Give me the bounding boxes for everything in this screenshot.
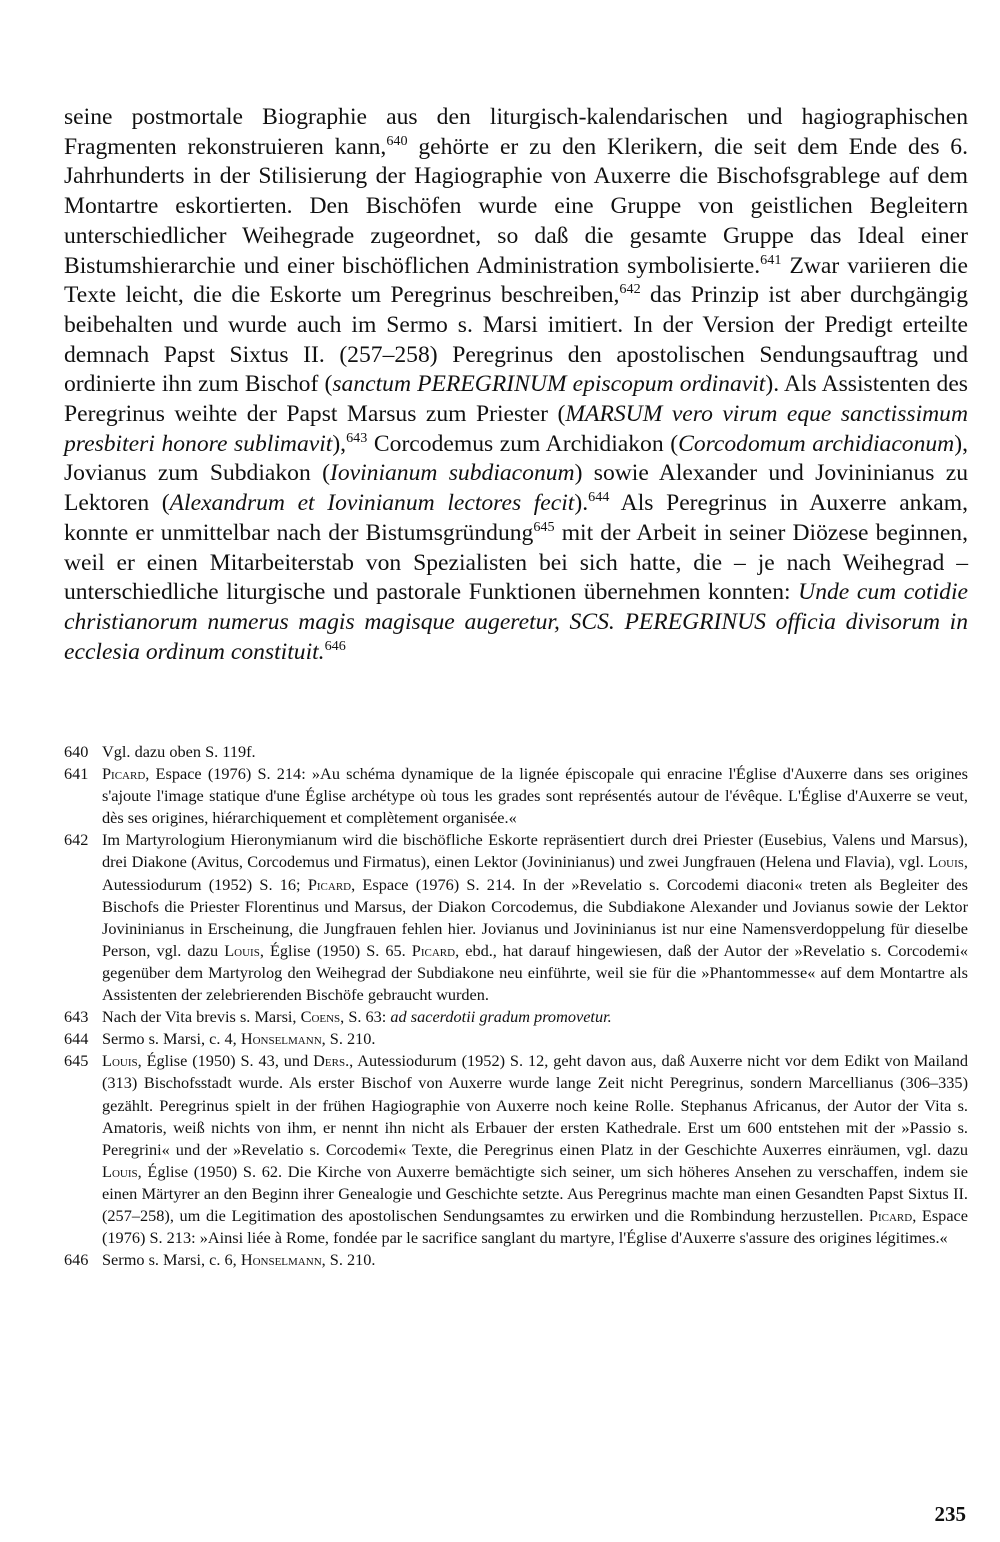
italic-quote: MARSUM vero virum eque sanctissimum presbiteri honore sublimavit [64,401,969,457]
author-name: Ders [313,1051,346,1071]
footnote [64,741,968,763]
text-run: , Autessiodurum (1952) S. 16; [102,852,968,894]
text-run: , Espace (1976) S. 213: »Ainsi liée à Rome, fondée par le sacrifice sanglant du martyre, l'Église d'Auxerre s'assure des origines légitimes.« [102,1205,968,1248]
footnote-reference: 645 [533,518,555,535]
footnote [64,1028,968,1050]
text-run: ). Als Assistenten des Peregrinus weihte der Papst Marsus zum Priester ( [64,371,968,428]
footnote-reference: 643 [346,429,368,446]
text-run: , Espace (1976) S. 214. In der »Revelatio s. Corcodemi diaconi« treten als Begleiter des Bischofs die Priester Florentinus und Marsus, der Diakon Corcodemus, die Subdiakone Alexander und Jovianus sowie der Lektor Jovininianus in Erscheinung, die Jungfrauen fehlen hier. Jovianus und Jovininianus ist nur eine Namensverdoppelung für dieselbe Person, vgl. dazu [102,874,968,960]
text-run: Zwar variieren die Texte leicht, die die Eskorte um Peregrinus beschreiben, [64,252,968,309]
author-name: Louis [102,1051,138,1071]
footnote [64,829,968,1006]
author-name: Honselmann [240,1029,322,1049]
footnote [64,1050,968,1249]
author-name: Louis [102,1161,138,1181]
footnote-number: 642 [64,830,89,850]
text-run: Sermo s. Marsi, c. 6, [102,1250,241,1270]
footnote-number: 646 [64,1250,89,1270]
footnote [64,1006,968,1028]
footnote-reference: 642 [619,281,641,298]
footnote [64,1249,968,1271]
text-run: mit der Arbeit in seiner Diözese beginnen, weil er einen Mitarbeiterstab von Spezialisten bei sich hatte, die – je nach Weihegrad – unterschiedliche liturgische und pastorale Funktionen übernehmen konnten: [64,519,968,606]
author-name: Louis [928,852,964,872]
footnote-reference: 644 [588,489,610,506]
footnote-number: 641 [64,764,89,784]
main-text [64,103,968,667]
footnote-reference: 646 [324,637,346,654]
footnote-number: 643 [64,1007,89,1027]
author-name: Picard [307,874,352,894]
page-number: 235 [934,1502,966,1526]
text-run: Im Martyrologium Hieronymianum wird die bischöfliche Eskorte repräsentiert durch drei Priester (Eusebius, Valens und Marsus), drei Diakone (Avitus, Corcodemus und Firmatus), einen Lektor (Jovininianus) und zwei Jungfrauen (Helena und Flavia), vgl. [102,830,968,872]
author-name: Coens [300,1007,341,1027]
author-name: Picard [102,764,146,784]
text-run: Sermo s. Marsi, c. 4, [102,1029,241,1049]
text-run: ) sowie Alexander und Jovininianus zu Lektoren ( [64,460,969,517]
italic-quote: Alexandrum et Iovinianum lectores fecit [169,490,575,517]
text-run: Corcodemus zum Archidiakon ( [367,430,679,457]
text-run: Nach der Vita brevis s. Marsi, [102,1007,301,1027]
text-run: , ebd., hat darauf hingewiesen, daß der Autor der »Revelatio s. Corcodemi« gegenüber dem Martyrolog den Weihegrad der Subdiakone neu einführte, weil sie für die »Phantommesse« auf dem Montartre als Assistenten der zelebrierenden Bischöfe gebraucht wurden. [102,940,969,1005]
text-run: das Prinzip ist aber durchgängig beibehalten und wurde auch im Sermo s. Marsi imitiert. In der Version der Predigt erteilte demnach Papst Sixtus II. (257–258) Peregrinus den apostolischen Sendungsauftrag und ordinierte ihn zum Bischof ( [64,282,968,398]
footnote-reference: 640 [386,132,408,149]
text-run: , Église (1950) S. 62. Die Kirche von Auxerre bemächtigte sich seiner, um sich höheres Ansehen zu verschaffen, indem sie einen Märtyrer an den Beginn ihrer Genealogie und Geschichte setzte. Aus Peregrinus machte man einen Gesandten Papst Sixtus II. (257–258), um die Legitimation des apostolischen Sendungsamtes zu erwirken und die Rombindung herzustellen. [102,1161,968,1225]
footnote-number: 640 [64,742,89,761]
text-run: gehörte er zu den Klerikern, die seit dem Ende des 6. Jahrhunderts in der Stilisierung der Hagiographie von Auxerre die Bischofsgrablege auf dem Montartre eskortierten. Den Bischöfen wurde eine Gruppe von geistlichen Begleitern unterschiedlicher Weihegrade zugeordnet, so daß die gesamte Gruppe das Ideal einer Bistumshierarchie und einer bischöflichen Administration symbolisierte. [64,133,968,279]
footnotes [64,741,968,1271]
main-paragraph [64,103,968,667]
footnote-reference: 641 [760,251,782,268]
author-name: Picard [411,940,456,960]
text-run: , S. 63: [340,1007,391,1027]
italic-quote: Iovinianum subdiaconum [329,460,575,487]
text-run: ), [332,430,347,457]
footnote-number: 645 [64,1051,89,1071]
footnote-number: 644 [64,1029,89,1049]
author-name: Honselmann [240,1250,322,1270]
text-run: , Église (1950) S. 43, und [137,1051,314,1071]
italic-quote: ad sacerdotii gradum promovetur. [390,1007,612,1027]
italic-quote: sanctum PEREGRINUM episcopum ordinavit [332,371,766,398]
text-run: ., Autessiodurum (1952) S. 12, geht davon aus, daß Auxerre nicht vor dem Edikt von Mailand (313) Bischofsstadt wurde. Als erster Bischof von Auxerre wurde lange Zeit nicht Peregrinus, sondern Marcellianus (306–335) gezählt. Peregrinus spielt in der frühen Hagiographie von Auxerre noch keine Rolle. Stephanus Africanus, der Autor der Vita s. Amatoris, weiß nichts von ihm, er nennt ihn nicht als Erbauer der ersten Kathedrale. Erst um 600 entstehen mit der »Passio s. Peregrini« und der »Revelatio s. Corcodemi« Texte, die Peregrinus einen Platz in der Geschichte Auxerres einräumen, vgl. dazu [102,1051,969,1159]
author-name: Picard [868,1205,913,1225]
text-run: ). [574,490,589,517]
footnote [64,763,968,829]
text-run: , Espace (1976) S. 214: »Au schéma dynamique de la lignée épiscopale qui enracine l'Église d'Auxerre dans ses origines s'ajoute l'image statique d'une Église archétype où tous les grades sont représentés autour de l'évêque. L'Église d'Auxerre se veut, dès ses origines, hiérarchiquement et complètement organisée.« [102,764,968,828]
author-name: Louis [224,940,260,960]
text-run: , S. 210. [321,1029,376,1049]
text-run: ), Jovianus zum Subdiakon ( [64,430,968,487]
italic-quote: Corcodomum archidiaconum [678,430,955,457]
text-run: Vgl. dazu oben S. 119f. [102,742,256,761]
text-run: , Église (1950) S. 65. [259,940,412,960]
text-run: seine postmortale Biographie aus den liturgisch-kalendarischen und hagiographischen Fragmenten rekonstruieren kann, [64,104,968,160]
text-run: Als Peregrinus in Auxerre ankam, konnte er unmittelbar nach der Bistumsgründung [64,490,968,546]
italic-quote: Unde cum cotidie christianorum numerus magis magisque augeretur, SCS. PEREGRINUS officia divisorum in ecclesia ordinum constituit. [64,579,968,665]
text-run: , S. 210. [321,1250,376,1270]
